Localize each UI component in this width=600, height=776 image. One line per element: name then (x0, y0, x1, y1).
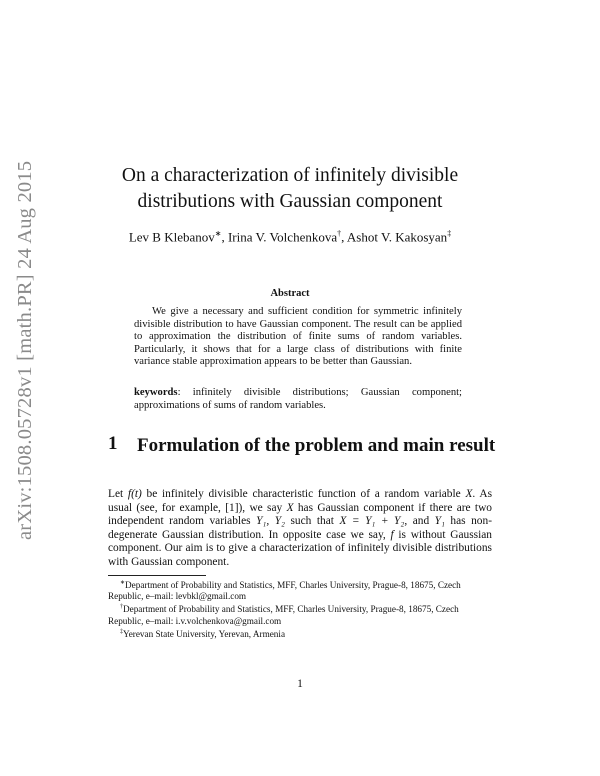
title-line-2: distributions with Gaussian component (137, 191, 443, 212)
text-segment: be infinitely divisible characteristic function of a random variable (141, 488, 466, 500)
footnote-marker: ∗ (120, 580, 126, 586)
math-symbol: X (286, 501, 294, 514)
keywords-label: keywords (134, 387, 178, 398)
author-name: Irina V. Volchenkova (227, 229, 338, 245)
math-symbol: f(t) (127, 488, 142, 500)
math-symbol: X (465, 488, 473, 500)
citation-link[interactable]: 1 (229, 501, 235, 514)
abstract-text: We give a necessary and sufficient condition for symmetric infinitely divisible distribution to have Gaussian component. The result can be applied to approximation the distribution of finite sums of random variables. Particularly, it shows that for a large class of distributions with finite variance stable approximation appears to be better than Gaussian. (134, 306, 462, 367)
footnote (108, 627, 492, 640)
arxiv-identifier-stamp: arXiv:1508.05728v1 [math.PR] 24 Aug 2015 (14, 160, 36, 540)
footnote (108, 602, 492, 626)
page-number: 1 (297, 678, 303, 690)
text-segment: is without Gaussian component. Our aim is to give a characterization of infinitely divisible distributions with Gaussian component. (108, 528, 492, 568)
text-segment: has Gaussian component if there are two independent random variables (108, 501, 493, 528)
author-name: Lev B Klebanov (128, 229, 215, 245)
keywords-text: : infinitely divisible distributions; Gaussian component; approximations of sums of random variables. (134, 387, 462, 411)
math-equation: X = Y₁ + Y₂ (339, 515, 405, 528)
math-symbol: Y₁, Y₂ (256, 515, 285, 528)
text-segment: such that (285, 515, 340, 528)
footnote-marker: ‡ (120, 628, 123, 635)
text-segment: . As usual (see, for example, [ (108, 488, 493, 514)
footnote-text: Department of Probability and Statistics, MFF, Charles University, Prague-8, 18675, Czech Republic, e–mail: levbkl@gmail.com (108, 580, 461, 602)
section-title: Formulation of the problem and main result (137, 435, 496, 456)
author-name: Ashot V. Kakosyan (346, 229, 448, 245)
text-segment: , and (404, 515, 435, 528)
math-symbol: f (390, 528, 394, 541)
text-segment: ]), we say (234, 501, 287, 514)
section-number: 1 (108, 433, 118, 454)
text-segment: has non-degenerate Gaussian distribution. In opposite case we say, (108, 515, 492, 541)
math-symbol: Y₁ (434, 515, 445, 528)
footnote-marker: † (337, 229, 342, 238)
abstract-heading: Abstract (270, 288, 310, 299)
footnote-text: Department of Probability and Statistics, MFF, Charles University, Prague-8, 18675, Czech Republic, e–mail: i.v.volchenkova@gmail.com (108, 604, 459, 626)
paper-title (100, 163, 480, 215)
author-list: Lev B Klebanov∗, Irina V. Volchenkova†, Ashot V. Kakosyan‡ (128, 229, 452, 245)
footnote-marker: ‡ (447, 229, 452, 238)
keywords (134, 387, 462, 412)
footnotes (108, 578, 492, 640)
title-line-1: On a characterization of infinitely divisible (121, 165, 459, 186)
footnote-marker: ∗ (214, 229, 222, 238)
text-segment: Let (108, 488, 128, 500)
footnote (108, 578, 492, 602)
footnote-marker: † (120, 604, 123, 611)
footnote-divider (108, 575, 206, 576)
body-paragraph (108, 488, 492, 570)
footnote-text: Yerevan State University, Yerevan, Armenia (123, 629, 286, 639)
